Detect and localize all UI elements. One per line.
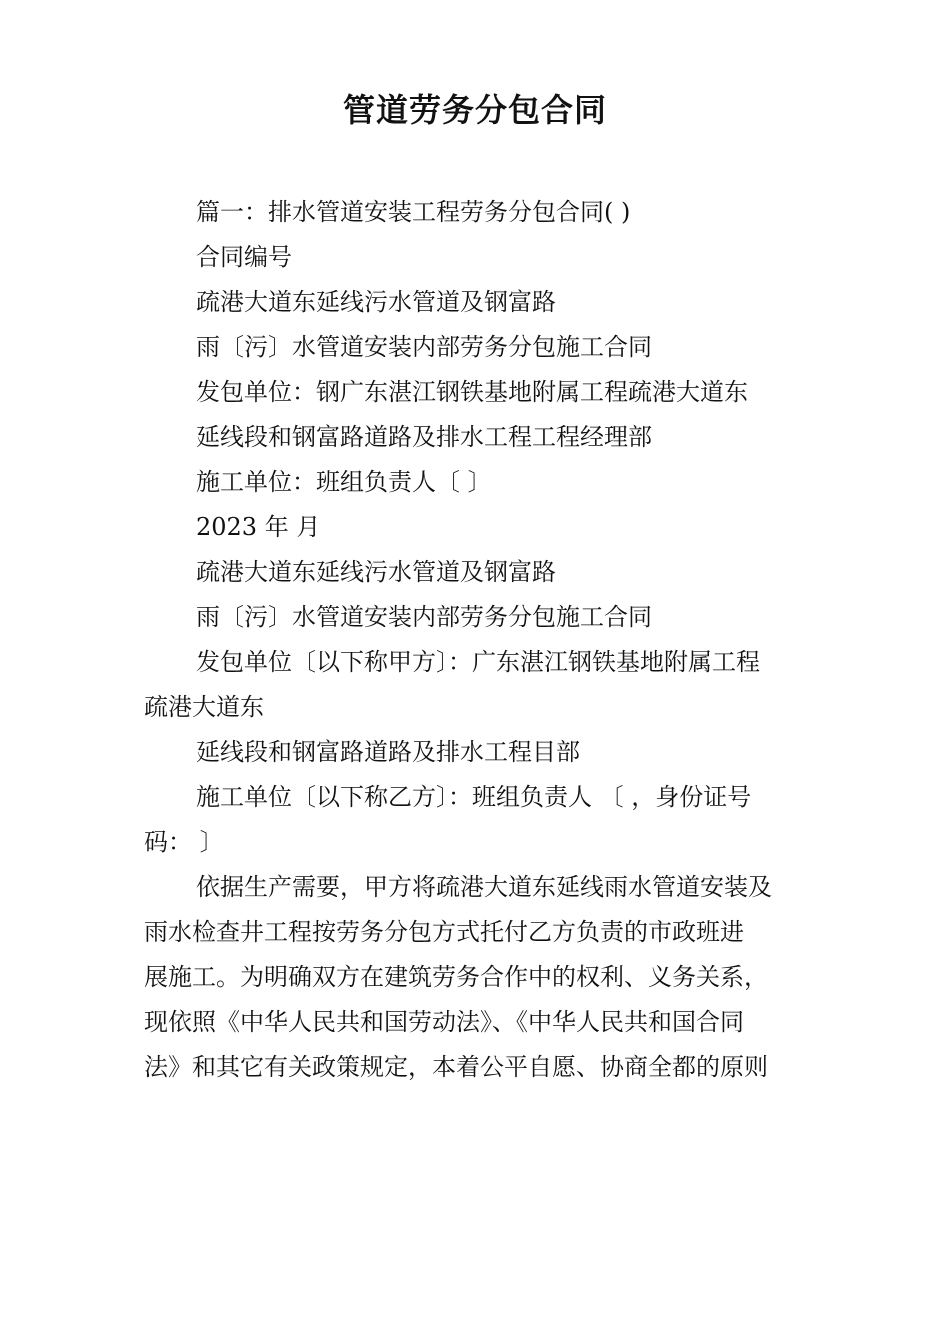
paragraph-line: 篇一：排水管道安装工程劳务分包合同( ) — [196, 198, 631, 226]
paragraph-line: 雨〔污〕水管道安装内部劳务分包施工合同 — [196, 603, 652, 631]
paragraph-line: 合同编号 — [196, 243, 292, 271]
paragraph-line: 法》和其它有关政策规定，本着公平自愿、协商全都的原则 — [144, 1053, 768, 1081]
document-body — [144, 190, 809, 1090]
paragraph-line: 施工单位〔以下称乙方〕：班组负责人 〔 ，身份证号 — [196, 783, 752, 811]
paragraph-line: 雨〔污〕水管道安装内部劳务分包施工合同 — [196, 333, 652, 361]
paragraph-line: 延线段和钢富路道路及排水工程目部 — [196, 738, 580, 766]
paragraph-line: 依据生产需要，甲方将疏港大道东延线雨水管道安装及 — [196, 873, 772, 901]
paragraph-line: 码： 〕 — [144, 828, 224, 856]
paragraph-line: 延线段和钢富路道路及排水工程工程经理部 — [196, 423, 652, 451]
paragraph-line: 疏港大道东延线污水管道及钢富路 — [196, 288, 556, 316]
paragraph-line: 展施工。为明确双方在建筑劳务合作中的权利、义务关系， — [144, 963, 768, 991]
paragraph-line: 发包单位〔以下称甲方〕：广东湛江钢铁基地附属工程 — [196, 648, 760, 676]
paragraph-line: 2023 年 月 — [196, 513, 321, 541]
paragraph-line: 雨水检查井工程按劳务分包方式托付乙方负责的市政班进 — [144, 918, 744, 946]
paragraph-line: 现依照《中华人民共和国劳动法》、《中华人民共和国合同 — [144, 1008, 744, 1036]
paragraph-line: 疏港大道东 — [144, 693, 264, 721]
paragraph-line: 施工单位：班组负责人〔 〕 — [196, 468, 492, 496]
paragraph-line: 发包单位：钢广东湛江钢铁基地附属工程疏港大道东 — [196, 378, 748, 406]
document-title: 管道劳务分包合同 — [342, 91, 607, 129]
paragraph-line: 疏港大道东延线污水管道及钢富路 — [196, 558, 556, 586]
